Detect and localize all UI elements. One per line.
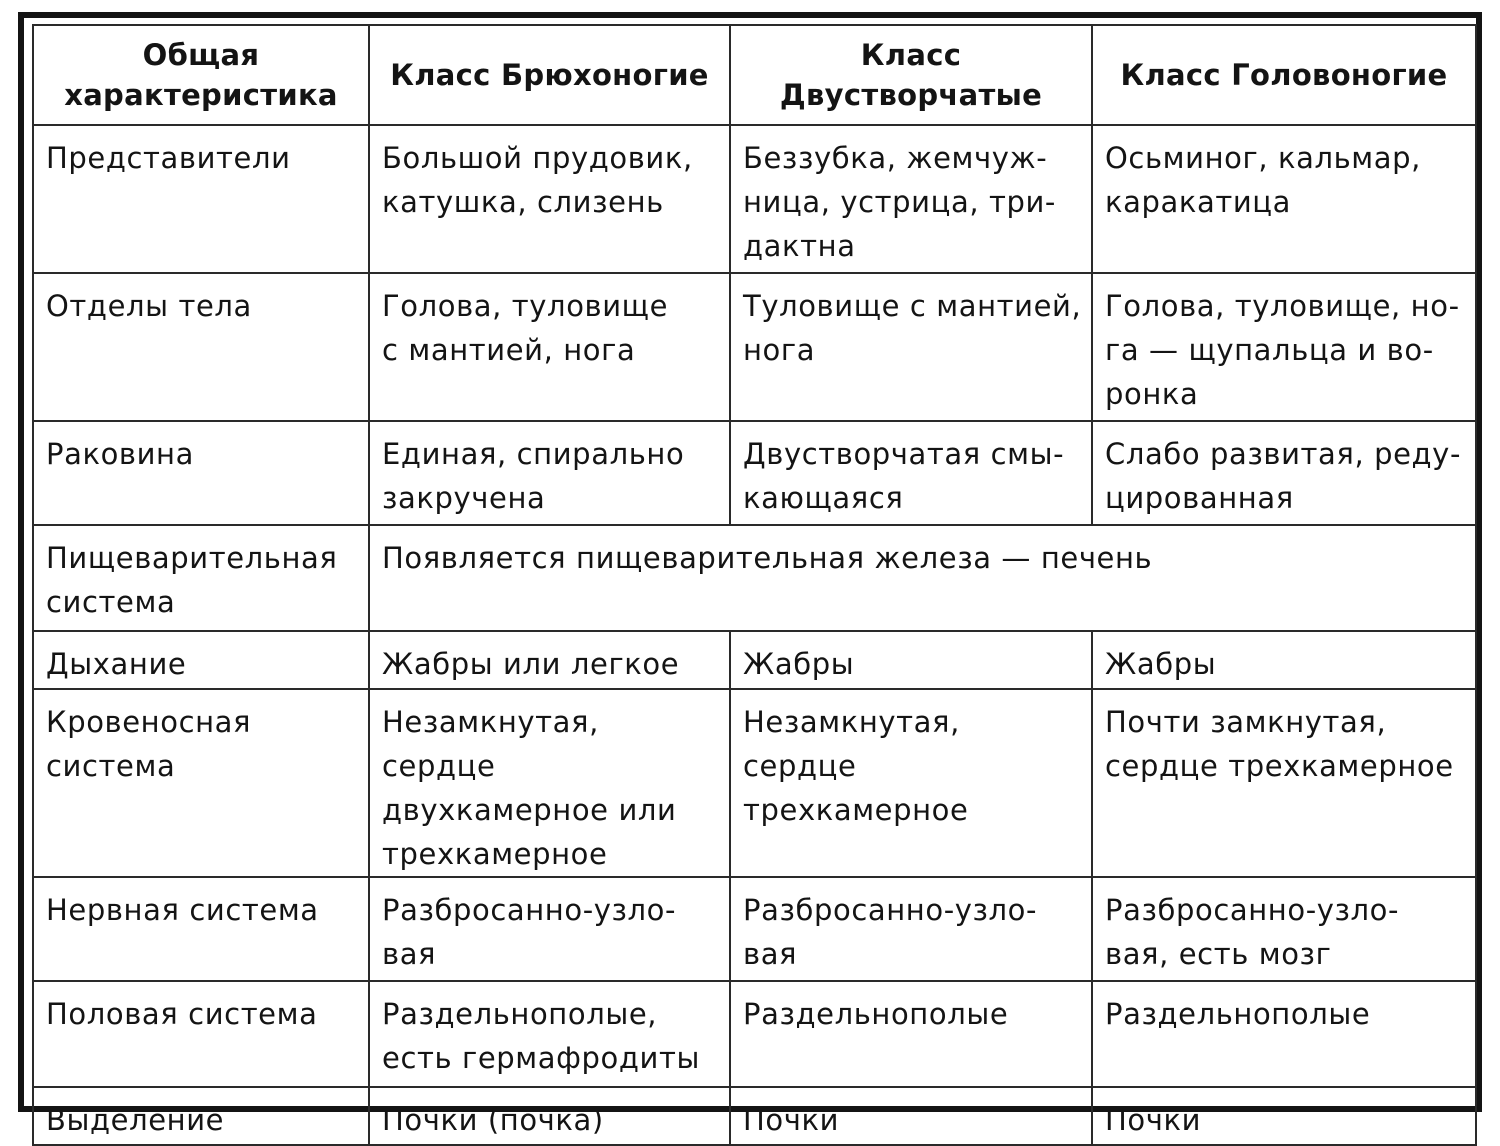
- table-row: [33, 525, 1476, 631]
- cell-cephalopods-shell: Слабо развитая, реду- цированная: [1092, 421, 1476, 525]
- row-label-shell: Раковина: [33, 421, 369, 525]
- table-row: [33, 273, 1476, 421]
- table-row: [33, 689, 1476, 877]
- row-label-digestive: Пищеварительная система: [33, 525, 369, 631]
- header-bivalves: Класс Двустворчатые: [730, 25, 1092, 125]
- row-label-circulatory: Кровеносная система: [33, 689, 369, 877]
- table-row: [33, 877, 1476, 981]
- row-label-reproductive: Половая система: [33, 981, 369, 1087]
- cell-cephalopods-nervous: Разбросанно-узло- вая, есть мозг: [1092, 877, 1476, 981]
- cell-gastropods-shell: Единая, спирально закручена: [369, 421, 730, 525]
- header-cephalopods: Класс Головоногие: [1092, 25, 1476, 125]
- cell-bivalves-body-parts: Туловище с мантией, нога: [730, 273, 1092, 421]
- row-label-nervous: Нервная система: [33, 877, 369, 981]
- row-label-excretion: Выделение: [33, 1087, 369, 1145]
- cell-gastropods-nervous: Разбросанно-узло- вая: [369, 877, 730, 981]
- cell-gastropods-representatives: Большой прудовик, катушка, слизень: [369, 125, 730, 273]
- cell-cephalopods-excretion: Почки: [1092, 1087, 1476, 1145]
- cell-bivalves-respiration: Жабры: [730, 631, 1092, 689]
- cell-gastropods-reproductive: Раздельнополые, есть гермафродиты: [369, 981, 730, 1087]
- cell-gastropods-body-parts: Голова, туловище с мантией, нога: [369, 273, 730, 421]
- cell-gastropods-respiration: Жабры или легкое: [369, 631, 730, 689]
- header-general-characteristic: Общая характеристика: [33, 25, 369, 125]
- cell-bivalves-reproductive: Раздельнополые: [730, 981, 1092, 1087]
- cell-bivalves-nervous: Разбросанно-узло- вая: [730, 877, 1092, 981]
- row-label-representatives: Представители: [33, 125, 369, 273]
- cell-gastropods-circulatory: Незамкнутая, сердце двухкамерное или трехкамерное: [369, 689, 730, 877]
- cell-cephalopods-circulatory: Почти замкнутая, сердце трехкамерное: [1092, 689, 1476, 877]
- cell-bivalves-circulatory: Незамкнутая, сердце трехкамерное: [730, 689, 1092, 877]
- header-row: [33, 25, 1476, 125]
- cell-cephalopods-respiration: Жабры: [1092, 631, 1476, 689]
- header-gastropods: Класс Брюхоногие: [369, 25, 730, 125]
- cell-gastropods-excretion: Почки (почка): [369, 1087, 730, 1145]
- cell-bivalves-excretion: Почки: [730, 1087, 1092, 1145]
- cell-cephalopods-reproductive: Раздельнополые: [1092, 981, 1476, 1087]
- table-row: [33, 421, 1476, 525]
- table-row: [33, 125, 1476, 273]
- table-row: [33, 631, 1476, 689]
- cell-bivalves-representatives: Беззубка, жемчуж- ница, устрица, три- дактна: [730, 125, 1092, 273]
- cell-digestive-shared: Появляется пищеварительная железа — печень: [369, 525, 1476, 631]
- table-row: [33, 981, 1476, 1087]
- row-label-respiration: Дыхание: [33, 631, 369, 689]
- cell-cephalopods-representatives: Осьминог, кальмар, каракатица: [1092, 125, 1476, 273]
- cell-cephalopods-body-parts: Голова, туловище, но- га — щупальца и во- ронка: [1092, 273, 1476, 421]
- row-label-body-parts: Отделы тела: [33, 273, 369, 421]
- mollusc-comparison-table: [32, 24, 1477, 1146]
- cell-bivalves-shell: Двустворчатая смы- кающаяся: [730, 421, 1092, 525]
- table-row: [33, 1087, 1476, 1145]
